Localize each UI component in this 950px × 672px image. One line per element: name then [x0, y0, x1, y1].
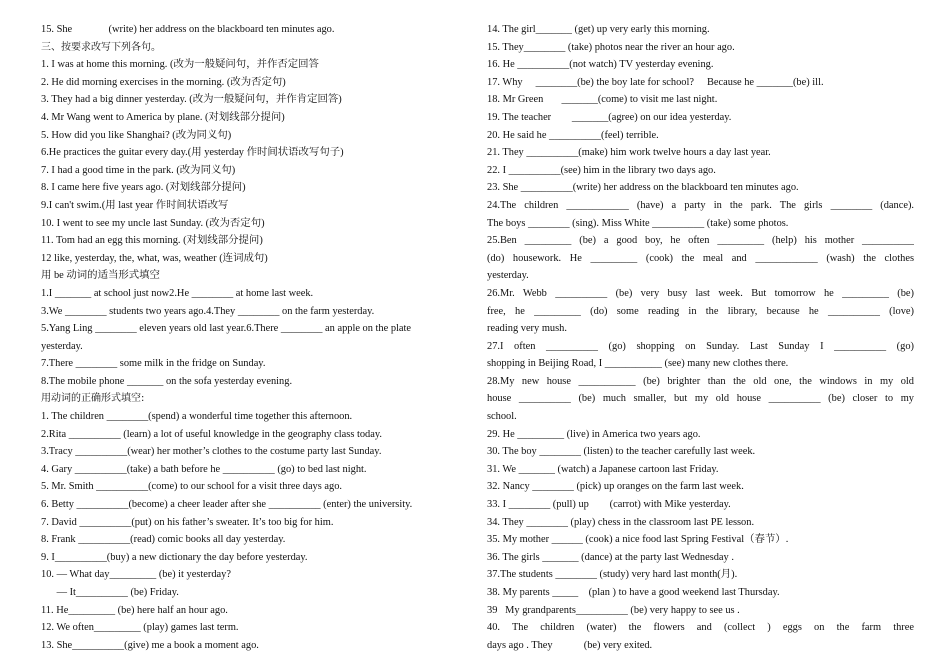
worksheet-line: 9. I__________(buy) a new dictionary the day before yesterday.: [41, 551, 308, 563]
worksheet-line: 1. The children ________(spend) a wonderful time together this afternoon.: [41, 411, 353, 423]
worksheet-line: 30. The boy ________ (listen) to the teacher carefully last week.: [487, 446, 756, 458]
worksheet-line: 3. They had a big dinner yesterday. (改为一般疑问句，并作肯定回答): [41, 94, 342, 106]
worksheet-line: 用动词的正确形式填空:: [41, 393, 145, 405]
worksheet-line: 31. We _______ (watch) a Japanese cartoon last Friday.: [487, 463, 719, 475]
worksheet-line: 21. They __________(make) him work twelve hours a day last year.: [487, 147, 771, 159]
worksheet-line: 15. She (write) her address on the blackboard ten minutes ago.: [41, 24, 335, 35]
worksheet-line: 13. She__________(give) me a book a moment ago.: [41, 639, 259, 651]
worksheet-line: 36. The girls _______ (dance) at the party last Wednesday .: [487, 551, 734, 563]
worksheet-line: 20. He said he __________(feel) terrible.: [487, 129, 659, 141]
worksheet-line: 22. I __________(see) him in the library two days ago.: [487, 164, 716, 176]
worksheet-line: 7.There ________ some milk in the fridge on Sunday.: [41, 358, 266, 370]
worksheet-line: 33. I ________ (pull) up (carrot) with Mike yesterday.: [487, 499, 731, 511]
worksheet-line: 3.We ________ students two years ago.4.They ________ on the farm yesterday.: [41, 305, 375, 317]
worksheet-line: 8.The mobile phone _______ on the sofa yesterday evening.: [41, 375, 293, 387]
worksheet-line: 5. Mr. Smith __________(come) to our school for a visit three days ago.: [41, 481, 342, 493]
worksheet-line: 23. She __________(write) her address on the blackboard ten minutes ago.: [487, 182, 799, 194]
worksheet-line: 34. They ________ (play) chess in the classroom last PE lesson.: [487, 516, 755, 528]
worksheet-line: 29. He _________ (live) in America two years ago.: [487, 428, 701, 440]
worksheet-line: 3.Tracy __________(wear) her mother’s clothes to the costume party last Sunday.: [41, 446, 382, 458]
worksheet-line: 12. We often_________ (play) games last term.: [41, 622, 239, 634]
worksheet-line: 9.I can't swim.(用 last year 作时间状语改写: [41, 199, 229, 211]
worksheet-line: 用 be 动词的适当形式填空: [41, 270, 160, 282]
worksheet-line: free, he _________ (do) some reading in the library, because he __________ (love): [487, 305, 914, 317]
worksheet-line: 三、按要求改写下列各句。: [41, 41, 161, 53]
worksheet-line: 37.The students ________ (study) very hard last month(月).: [487, 569, 738, 581]
worksheet-line: 19. The teacher _______(agree) on our idea yesterday.: [487, 111, 732, 123]
worksheet-line: 4. Mr Wang went to America by plane. (对划线部分提问): [41, 111, 285, 123]
worksheet-line: 27.I often __________ (go) shopping on Sunday. Last Sunday I __________ (go): [487, 340, 914, 352]
worksheet-line: 8. I came here five years ago. (对划线部分提问): [41, 182, 246, 194]
worksheet-line: 6. Betty __________(become) a cheer leader after she __________ (enter) the university.: [41, 499, 413, 511]
worksheet-line: 17. Why ________(be) the boy late for school? Because he _______(be) ill.: [487, 76, 824, 88]
worksheet-line: 8. Frank __________(read) comic books all day yesterday.: [41, 534, 286, 546]
worksheet-line: 10. I went to see my uncle last Sunday. (改为否定句): [41, 217, 265, 229]
worksheet-line: 18. Mr Green _______(come) to visit me last night.: [487, 94, 718, 106]
worksheet-line: — It__________ (be) Friday.: [41, 587, 179, 598]
worksheet-line: 10. — What day_________ (be) it yesterday?: [41, 569, 231, 581]
worksheet-line: yesterday.: [487, 270, 529, 282]
worksheet-line: 2. He did morning exercises in the morning. (改为否定句): [41, 76, 286, 88]
worksheet-line: 25.Ben _________ (be) a good boy, he often _________ (help) his mother __________: [487, 235, 914, 247]
worksheet-line: 28.My new house ___________ (be) brighter than the old one, the windows in my old: [487, 375, 914, 387]
worksheet-line: 24.The children ____________ (have) a party in the park. The girls ________ (dance).: [487, 199, 914, 211]
worksheet-line: reading very mush.: [487, 323, 567, 335]
worksheet-line: 2.Rita __________ (learn) a lot of useful knowledge in the geography class today.: [41, 428, 382, 440]
worksheet-line: 14. The girl_______ (get) up very early this morning.: [487, 24, 710, 35]
worksheet-line: house __________ (be) much smaller, but my old house __________ (be) closer to my: [487, 393, 914, 405]
right-column: [487, 21, 914, 654]
worksheet-line: yesterday.: [41, 340, 83, 352]
worksheet-line: The boys ________ (sing). Miss White __________ (take) some photos.: [487, 217, 789, 229]
worksheet-line: 1.I _______ at school just now2.He ________ at home last week.: [41, 287, 314, 299]
worksheet-line: days ago . They (be) very exited.: [487, 639, 653, 651]
worksheet-line: 32. Nancy ________ (pick) up oranges on the farm last week.: [487, 481, 744, 493]
worksheet-line: 11. Tom had an egg this morning. (对划线部分提问): [41, 235, 263, 247]
worksheet-line: 11. He_________ (be) here half an hour ago.: [41, 604, 228, 616]
worksheet-line: 5. How did you like Shanghai? (改为同义句): [41, 129, 232, 141]
worksheet-line: 1. I was at home this morning. (改为一般疑问句，并作否定回答: [41, 59, 319, 71]
worksheet-line: 38. My parents _____ (plan ) to have a good weekend last Thursday.: [487, 587, 780, 598]
worksheet-line: 7. David __________(put) on his father’s sweater. It’s too big for him.: [41, 516, 334, 528]
left-column: [41, 21, 478, 654]
worksheet-line: 4. Gary __________(take) a bath before he __________ (go) to bed last night.: [41, 463, 367, 475]
worksheet-line: 26.Mr. Webb __________ (be) very busy last week. But tomorrow he _________ (be): [487, 287, 914, 299]
worksheet-line: 6.He practices the guitar every day.(用 yesterday 作时间状语改写句子): [41, 147, 344, 159]
worksheet-line: shopping in Beijing Road, I ___________ (see) many new clothes there.: [487, 358, 789, 370]
worksheet-line: 35. My mother ______ (cook) a nice food last Spring Festival（春节）.: [487, 534, 789, 546]
worksheet-line: 12 like, yesterday, the, what, was, weather (连词成句): [41, 252, 268, 264]
worksheet-line: school.: [487, 411, 517, 423]
worksheet-line: 39 My grandparents__________ (be) very happy to see us .: [487, 604, 740, 616]
worksheet-line: 40. The children (water) the flowers and (collect ) eggs on the farm three: [487, 622, 914, 634]
worksheet-line: (do) housework. He _________ (cook) the meal and ____________ (wash) the clothes: [487, 252, 914, 264]
worksheet-line: 15. They________ (take) photos near the river an hour ago.: [487, 41, 735, 53]
worksheet-line: 5.Yang Ling ________ eleven years old last year.6.There ________ an apple on the plate: [41, 323, 412, 335]
worksheet-line: 16. He __________(not watch) TV yesterday evening.: [487, 59, 714, 71]
worksheet-line: 7. I had a good time in the park. (改为同义句): [41, 164, 236, 176]
